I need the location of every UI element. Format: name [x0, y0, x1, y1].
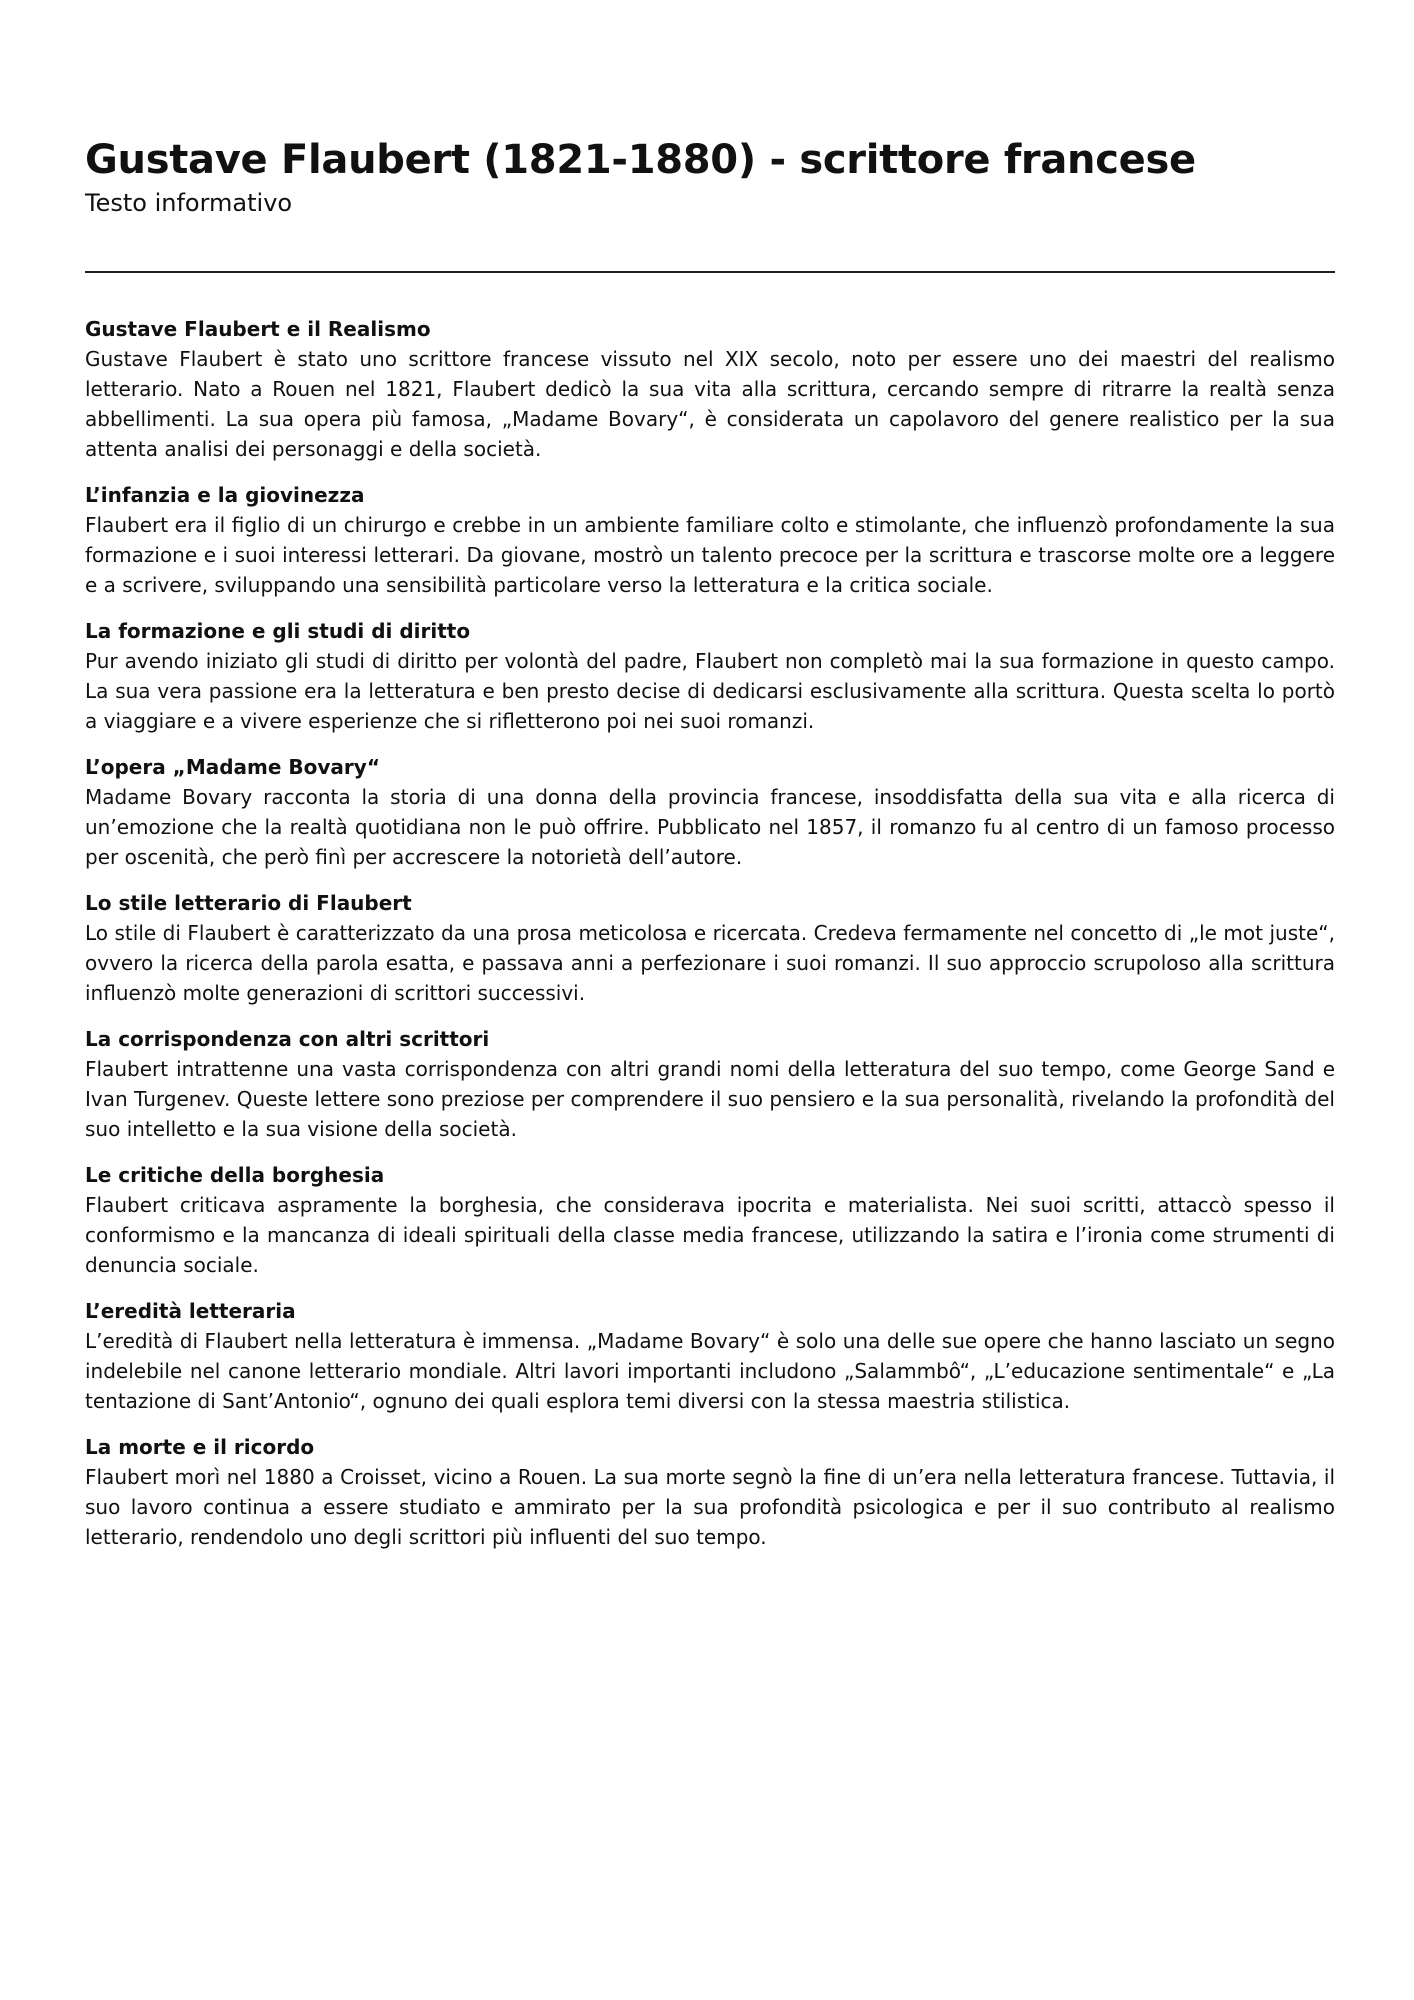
section-realism	[85, 314, 1335, 464]
section-heading: L’infanzia e la giovinezza	[85, 483, 365, 507]
section-heading: Gustave Flaubert e il Realismo	[85, 317, 431, 341]
section-body: Flaubert intrattenne una vasta corrispondenza con altri grandi nomi della letteratura del suo tempo, come George Sand e Ivan Turgenev. Queste lettere sono preziose per comprendere il suo pensiero e la sua personalità, rivelando la profondità del suo intelletto e la sua visione della società.	[85, 1057, 1335, 1141]
title-divider	[85, 271, 1335, 273]
section-madame-bovary	[85, 752, 1335, 872]
document-subtitle: Testo informativo	[85, 189, 293, 217]
section-childhood	[85, 480, 1335, 600]
section-heading: La formazione e gli studi di diritto	[85, 619, 471, 643]
section-body: Pur avendo iniziato gli studi di diritto per volontà del padre, Flaubert non completò mai la sua formazione in questo campo. La sua vera passione era la letteratura e ben presto decise di dedicarsi esclusivamente alla scrittura. Questa scelta lo portò a viaggiare e a vivere esperienze che si rifletterono poi nei suoi romanzi.	[85, 649, 1335, 733]
document-content	[85, 314, 1335, 1568]
document-title: Gustave Flaubert (1821-1880) - scrittore francese	[85, 137, 1196, 183]
section-body: Flaubert morì nel 1880 a Croisset, vicino a Rouen. La sua morte segnò la fine di un’era nella letteratura francese. Tuttavia, il suo lavoro continua a essere studiato e ammirato per la sua profondità psicologica e per il suo contributo al realismo letterario, rendendolo uno degli scrittori più influenti del suo tempo.	[85, 1465, 1335, 1549]
section-body: Lo stile di Flaubert è caratterizzato da una prosa meticolosa e ricercata. Credeva fermamente nel concetto di „le mot juste“, ovvero la ricerca della parola esatta, e passava anni a perfezionare i suoi romanzi. Il suo approccio scrupoloso alla scrittura influenzò molte generazioni di scrittori successivi.	[85, 921, 1335, 1005]
section-body: L’eredità di Flaubert nella letteratura è immensa. „Madame Bovary“ è solo una delle sue opere che hanno lasciato un segno indelebile nel canone letterario mondiale. Altri lavori importanti includono „Salammbô“, „L’educazione sentimentale“ e „La tentazione di Sant’Antonio“, ognuno dei quali esplora temi diversi con la stessa maestria stilistica.	[85, 1329, 1335, 1413]
section-body: Flaubert era il figlio di un chirurgo e crebbe in un ambiente familiare colto e stimolante, che influenzò profondamente la sua formazione e i suoi interessi letterari. Da giovane, mostrò un talento precoce per la scrittura e trascorse molte ore a leggere e a scrivere, sviluppando una sensibilità particolare verso la letteratura e la critica sociale.	[85, 513, 1335, 597]
section-heading: L’eredità letteraria	[85, 1299, 296, 1323]
section-heading: La morte e il ricordo	[85, 1435, 315, 1459]
section-heading: La corrispondenza con altri scrittori	[85, 1027, 490, 1051]
section-style	[85, 888, 1335, 1008]
section-education	[85, 616, 1335, 736]
section-correspondence	[85, 1024, 1335, 1144]
section-body: Madame Bovary racconta la storia di una donna della provincia francese, insoddisfatta della sua vita e alla ricerca di un’emozione che la realtà quotidiana non le può offrire. Pubblicato nel 1857, il romanzo fu al centro di un famoso processo per oscenità, che però finì per accrescere la notorietà dell’autore.	[85, 785, 1335, 869]
section-heading: Lo stile letterario di Flaubert	[85, 891, 412, 915]
section-death	[85, 1432, 1335, 1552]
section-bourgeoisie	[85, 1160, 1335, 1280]
section-heading: Le critiche della borghesia	[85, 1163, 385, 1187]
section-body: Gustave Flaubert è stato uno scrittore francese vissuto nel XIX secolo, noto per essere uno dei maestri del realismo letterario. Nato a Rouen nel 1821, Flaubert dedicò la sua vita alla scrittura, cercando sempre di ritrarre la realtà senza abbellimenti. La sua opera più famosa, „Madame Bovary“, è considerata un capolavoro del genere realistico per la sua attenta analisi dei personaggi e della società.	[85, 347, 1335, 461]
section-heading: L’opera „Madame Bovary“	[85, 755, 380, 779]
section-body: Flaubert criticava aspramente la borghesia, che considerava ipocrita e materialista. Nei suoi scritti, attaccò spesso il conformismo e la mancanza di ideali spirituali della classe media francese, utilizzando la satira e l’ironia come strumenti di denuncia sociale.	[85, 1193, 1335, 1277]
section-legacy	[85, 1296, 1335, 1416]
